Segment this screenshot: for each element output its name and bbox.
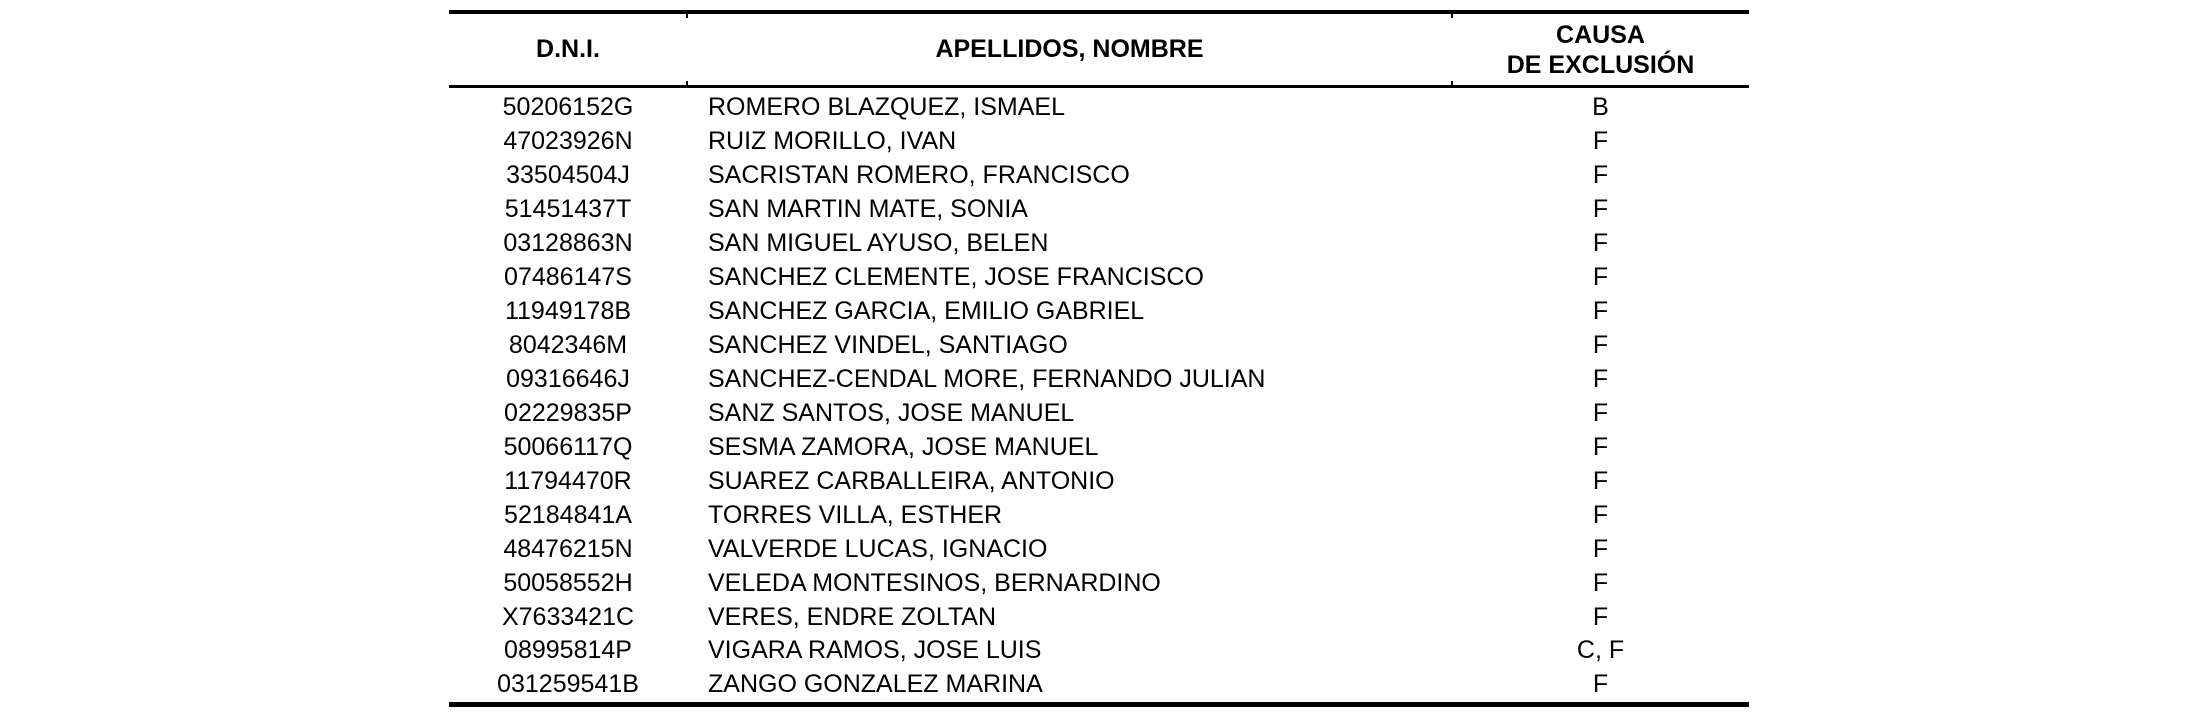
- name-cell: SANCHEZ-CENDAL MORE, FERNANDO JULIAN: [708, 364, 1266, 393]
- exclusion-table: [449, 10, 1749, 707]
- dni-cell: 02229835P: [504, 398, 632, 427]
- name-cell: SAN MIGUEL AYUSO, BELEN: [708, 229, 1049, 258]
- table-row: [449, 227, 1749, 261]
- dni-cell: 08995814P: [504, 636, 632, 665]
- causa-cell: F: [1592, 263, 1609, 292]
- column-separator-tick: [686, 81, 688, 85]
- causa-cell: F: [1592, 500, 1609, 529]
- table-row: [449, 329, 1749, 363]
- table-row: [449, 295, 1749, 329]
- causa-cell: F: [1592, 127, 1609, 156]
- table-row: [449, 125, 1749, 159]
- dni-cell: 50058552H: [503, 568, 633, 597]
- causa-cell: F: [1592, 161, 1609, 190]
- causa-cell: F: [1592, 568, 1609, 597]
- name-cell: VERES, ENDRE ZOLTAN: [708, 602, 997, 631]
- table-row: [449, 634, 1749, 668]
- name-cell: SANCHEZ GARCIA, EMILIO GABRIEL: [708, 297, 1145, 326]
- dni-cell: 48476215N: [503, 534, 633, 563]
- table-row: [449, 91, 1749, 125]
- dni-cell: X7633421C: [501, 602, 635, 631]
- name-cell: SUAREZ CARBALLEIRA, ANTONIO: [708, 466, 1115, 495]
- dni-cell: 8042346M: [508, 331, 628, 360]
- column-separator-tick: [1451, 81, 1453, 85]
- dni-cell: 52184841A: [504, 500, 632, 529]
- dni-cell: 09316646J: [506, 364, 630, 393]
- dni-cell: 11794470R: [504, 466, 632, 495]
- name-cell: SESMA ZAMORA, JOSE MANUEL: [708, 432, 1099, 461]
- causa-cell: F: [1592, 297, 1609, 326]
- table-body: [449, 88, 1749, 702]
- column-separator-tick: [1451, 14, 1453, 18]
- name-cell: ZANGO GONZALEZ MARINA: [708, 670, 1043, 699]
- causa-cell: F: [1592, 534, 1609, 563]
- table-row: [449, 363, 1749, 397]
- causa-cell: F: [1592, 670, 1609, 699]
- dni-cell: 50066117Q: [503, 432, 633, 461]
- name-cell: TORRES VILLA, ESTHER: [708, 500, 1003, 529]
- table-row: [449, 261, 1749, 295]
- dni-cell: 031259541B: [497, 670, 639, 699]
- causa-cell: C, F: [1576, 636, 1625, 665]
- table-row: [449, 566, 1749, 600]
- header-causa-exclusion: [1452, 20, 1749, 80]
- dni-cell: 03128863N: [503, 229, 633, 258]
- causa-cell: F: [1592, 602, 1609, 631]
- table-top-rule: [449, 10, 1749, 14]
- table-row: [449, 668, 1749, 702]
- name-cell: VALVERDE LUCAS, IGNACIO: [708, 534, 1048, 563]
- dni-cell: 33504504J: [506, 161, 630, 190]
- name-cell: SANZ SANTOS, JOSE MANUEL: [708, 398, 1075, 427]
- name-cell: ROMERO BLAZQUEZ, ISMAEL: [708, 93, 1066, 122]
- dni-cell: 50206152G: [502, 93, 634, 122]
- name-cell: VIGARA RAMOS, JOSE LUIS: [708, 636, 1042, 665]
- causa-cell: F: [1592, 398, 1609, 427]
- name-cell: VELEDA MONTESINOS, BERNARDINO: [708, 568, 1161, 597]
- causa-cell: B: [1592, 93, 1609, 122]
- table-row: [449, 498, 1749, 532]
- name-cell: SANCHEZ VINDEL, SANTIAGO: [708, 331, 1068, 360]
- table-header: [449, 14, 1749, 85]
- header-dni: D.N.I.: [536, 35, 600, 63]
- header-bottom-rule: [449, 85, 1749, 88]
- header-causa-line2: DE EXCLUSIÓN: [1506, 50, 1695, 79]
- causa-cell: F: [1592, 466, 1609, 495]
- name-cell: SAN MARTIN MATE, SONIA: [708, 195, 1028, 224]
- name-cell: SACRISTAN ROMERO, FRANCISCO: [708, 161, 1130, 190]
- causa-cell: F: [1592, 432, 1609, 461]
- header-causa-line1: CAUSA: [1556, 20, 1645, 49]
- table-row: [449, 430, 1749, 464]
- name-cell: SANCHEZ CLEMENTE, JOSE FRANCISCO: [708, 263, 1204, 292]
- table-row: [449, 396, 1749, 430]
- causa-cell: F: [1592, 364, 1609, 393]
- table-row: [449, 532, 1749, 566]
- causa-cell: F: [1592, 331, 1609, 360]
- header-apellidos-nombre: APELLIDOS, NOMBRE: [935, 35, 1204, 63]
- dni-cell: 07486147S: [504, 263, 632, 292]
- table-bottom-rule: [449, 702, 1749, 707]
- table-row: [449, 193, 1749, 227]
- dni-cell: 51451437T: [504, 195, 632, 224]
- table-row: [449, 159, 1749, 193]
- name-cell: RUIZ MORILLO, IVAN: [708, 127, 957, 156]
- causa-cell: F: [1592, 229, 1609, 258]
- causa-cell: F: [1592, 195, 1609, 224]
- table-row: [449, 600, 1749, 634]
- table-row: [449, 464, 1749, 498]
- column-separator-tick: [686, 14, 688, 18]
- dni-cell: 47023926N: [503, 127, 633, 156]
- dni-cell: 11949178B: [504, 297, 632, 326]
